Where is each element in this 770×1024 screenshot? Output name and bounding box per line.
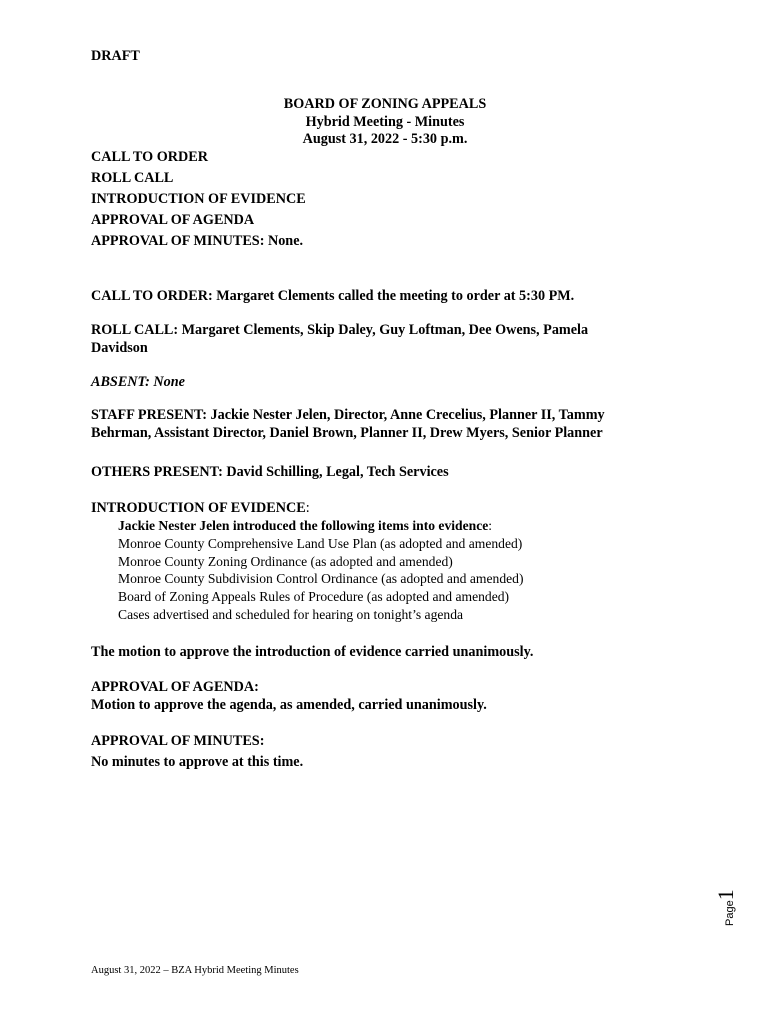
agenda-item-call-to-order: CALL TO ORDER [91,149,208,165]
evidence-heading-text: INTRODUCTION OF EVIDENCE [91,500,306,516]
staff-present-line-2: Behrman, Assistant Director, Daniel Brown, Planner II, Drew Myers, Senior Planner [91,425,603,441]
page-number: 1 [713,889,738,901]
evidence-item: Cases advertised and scheduled for hearing on tonight’s agenda [118,607,464,622]
evidence-item: Monroe County Comprehensive Land Use Plan (as adopted and amended) [118,536,523,551]
approval-agenda-heading: APPROVAL OF AGENDA: [91,679,259,695]
evidence-intro-text: Jackie Nester Jelen introduced the following items into evidence [118,518,489,533]
evidence-motion: The motion to approve the introduction of evidence carried unanimously. [91,644,534,660]
approval-minutes-heading: APPROVAL OF MINUTES: [91,733,265,749]
page-number-marker [713,886,753,926]
footer: August 31, 2022 – BZA Hybrid Meeting Minutes [91,965,299,976]
agenda-item-approval-minutes: APPROVAL OF MINUTES: None. [91,233,304,249]
draft-label: DRAFT [91,48,140,64]
page-label: Page [724,900,736,926]
evidence-item: Board of Zoning Appeals Rules of Procedure (as adopted and amended) [118,589,510,604]
absent-line: ABSENT: None [91,374,185,390]
evidence-heading-colon: : [305,500,310,516]
approval-agenda-text: Motion to approve the agenda, as amended, carried unanimously. [91,697,487,713]
evidence-item: Monroe County Zoning Ordinance (as adopted and amended) [118,554,453,569]
staff-present-line-1: STAFF PRESENT: Jackie Nester Jelen, Director, Anne Crecelius, Planner II, Tammy [91,407,605,423]
agenda-item-approval-agenda: APPROVAL OF AGENDA [91,212,255,228]
roll-call-line-1 [91,321,588,339]
evidence-intro [118,517,492,535]
roll-call-line-2: Davidson [91,340,148,356]
evidence-heading [91,499,310,517]
meeting-type: Hybrid Meeting - Minutes [305,114,465,130]
approval-minutes-text: No minutes to approve at this time. [91,754,304,770]
evidence-item: Monroe County Subdivision Control Ordinance (as adopted and amended) [118,571,524,586]
call-to-order-paragraph: CALL TO ORDER: Margaret Clements called the meeting to order at 5:30 PM. [91,288,575,304]
roll-call-members: : Margaret Clements, Skip Daley, Guy Loftman, Dee Owens, Pamela [173,322,589,338]
agenda-item-evidence: INTRODUCTION OF EVIDENCE [91,191,306,207]
meeting-date-time: August 31, 2022 - 5:30 p.m. [302,131,468,147]
evidence-intro-colon: : [488,518,493,533]
others-present-line: OTHERS PRESENT: David Schilling, Legal, Tech Services [91,464,449,480]
board-title: BOARD OF ZONING APPEALS [283,96,487,112]
roll-call-label: ROLL CALL [91,322,174,338]
agenda-item-roll-call: ROLL CALL [91,170,174,186]
